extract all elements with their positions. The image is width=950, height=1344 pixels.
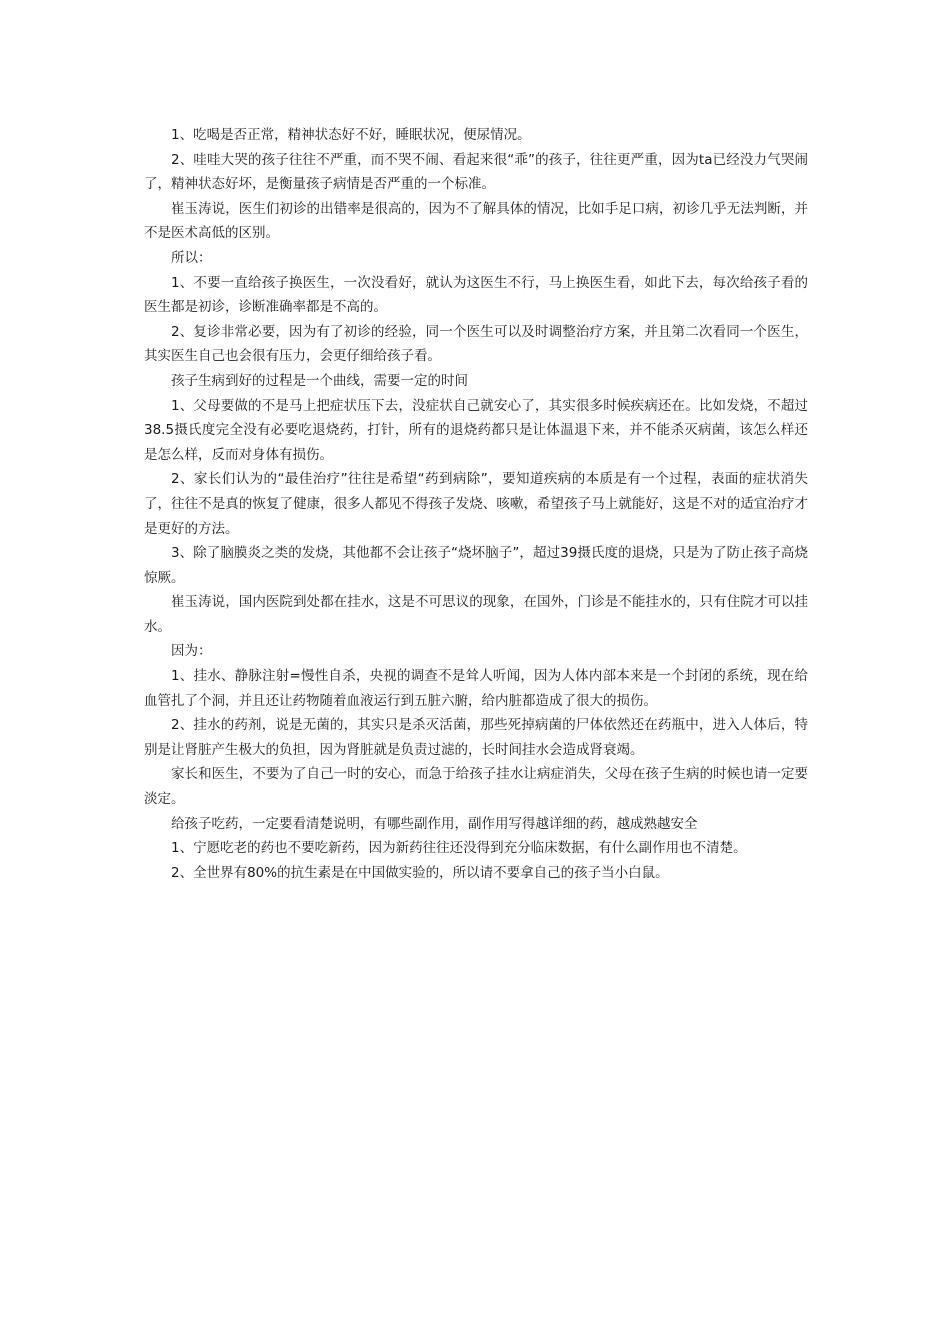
paragraph-5: 1、不要一直给孩子换医生，一次没看好，就认为这医生不行，马上换医生看，如此下去，每次给孩子看的医生都是初诊，诊断准确率都是不高的。 [144, 274, 808, 316]
paragraph-9: 2、家长们认为的“最佳治疗”往往是希望“药到病除”，要知道疾病的本质是有一个过程，表面的症状消失了，往往不是真的恢复了健康，很多人都见不得孩子发烧、咳嗽，希望孩子马上就能好，这是不对的适宜治疗才是更好的方法。 [144, 471, 808, 537]
paragraph-13: 1、挂水、静脉注射=慢性自杀，央视的调查不是耸人听闻，因为人体内部本来是一个封闭的系统，现在给血管扎了个洞，并且还让药物随着血液运行到五脏六腑，给内脏都造成了很大的损伤。 [144, 668, 808, 709]
document-body [144, 123, 808, 885]
paragraph-17: 1、宁愿吃老的药也不要吃新药，因为新药往往还没得到充分临床数据，有什么副作用也不清楚。 [171, 840, 747, 857]
paragraph-6: 2、复诊非常必要，因为有了初诊的经验，同一个医生可以及时调整治疗方案，并且第二次看同一个医生，其实医生自己也会很有压力，会更仔细给孩子看。 [144, 323, 808, 365]
paragraph-18: 2、全世界有80%的抗生素是在中国做实验的，所以请不要拿自己的孩子当小白鼠。 [171, 864, 669, 881]
paragraph-8: 1、父母要做的不是马上把症状压下去，没症状自己就安心了，其实很多时候疾病还在。比如发烧，不超过38.5摄氏度完全没有必要吃退烧药，打针，所有的退烧药都只是让体温退下来，并不能杀灭病菌，该怎么样还是怎么样，反而对身体有损伤。 [144, 397, 808, 463]
paragraph-2: 2、哇哇大哭的孩子往往不严重，而不哭不闹、看起来很“乖”的孩子，往往更严重，因为ta已经没力气哭闹了，精神状态好坏，是衡量孩子病情是否严重的一个标准。 [144, 151, 808, 193]
paragraph-4: 所以： [171, 249, 212, 266]
paragraph-10: 3、除了脑膜炎之类的发烧，其他都不会让孩子“烧坏脑子”，超过39摄氏度的退烧，只是为了防止孩子高烧惊厥。 [144, 545, 808, 586]
paragraph-16: 给孩子吃药，一定要看清楚说明，有哪些副作用，副作用写得越详细的药，越成熟越安全 [171, 815, 698, 832]
paragraph-7: 孩子生病到好的过程是一个曲线，需要一定的时间 [171, 372, 468, 389]
paragraph-14: 2、挂水的药剂，说是无菌的，其实只是杀灭活菌，那些死掉病菌的尸体依然还在药瓶中，进入人体后，特别是让肾脏产生极大的负担，因为肾脏就是负责过滤的，长时间挂水会造成肾衰竭。 [144, 717, 808, 758]
paragraph-1: 1、吃喝是否正常，精神状态好不好，睡眠状况，便尿情况。 [171, 127, 531, 143]
paragraph-12: 因为： [171, 643, 212, 660]
paragraph-15: 家长和医生，不要为了自己一时的安心，而急于给孩子挂水让病症消失，父母在孩子生病的时候也请一定要淡定。 [144, 766, 808, 808]
paragraph-11: 崔玉涛说，国内医院到处都在挂水，这是不可思议的现象，在国外，门诊是不能挂水的，只有住院才可以挂水。 [144, 594, 808, 635]
paragraph-3: 崔玉涛说，医生们初诊的出错率是很高的，因为不了解具体的情况，比如手足口病，初诊几乎无法判断，并不是医术高低的区别。 [144, 200, 808, 242]
